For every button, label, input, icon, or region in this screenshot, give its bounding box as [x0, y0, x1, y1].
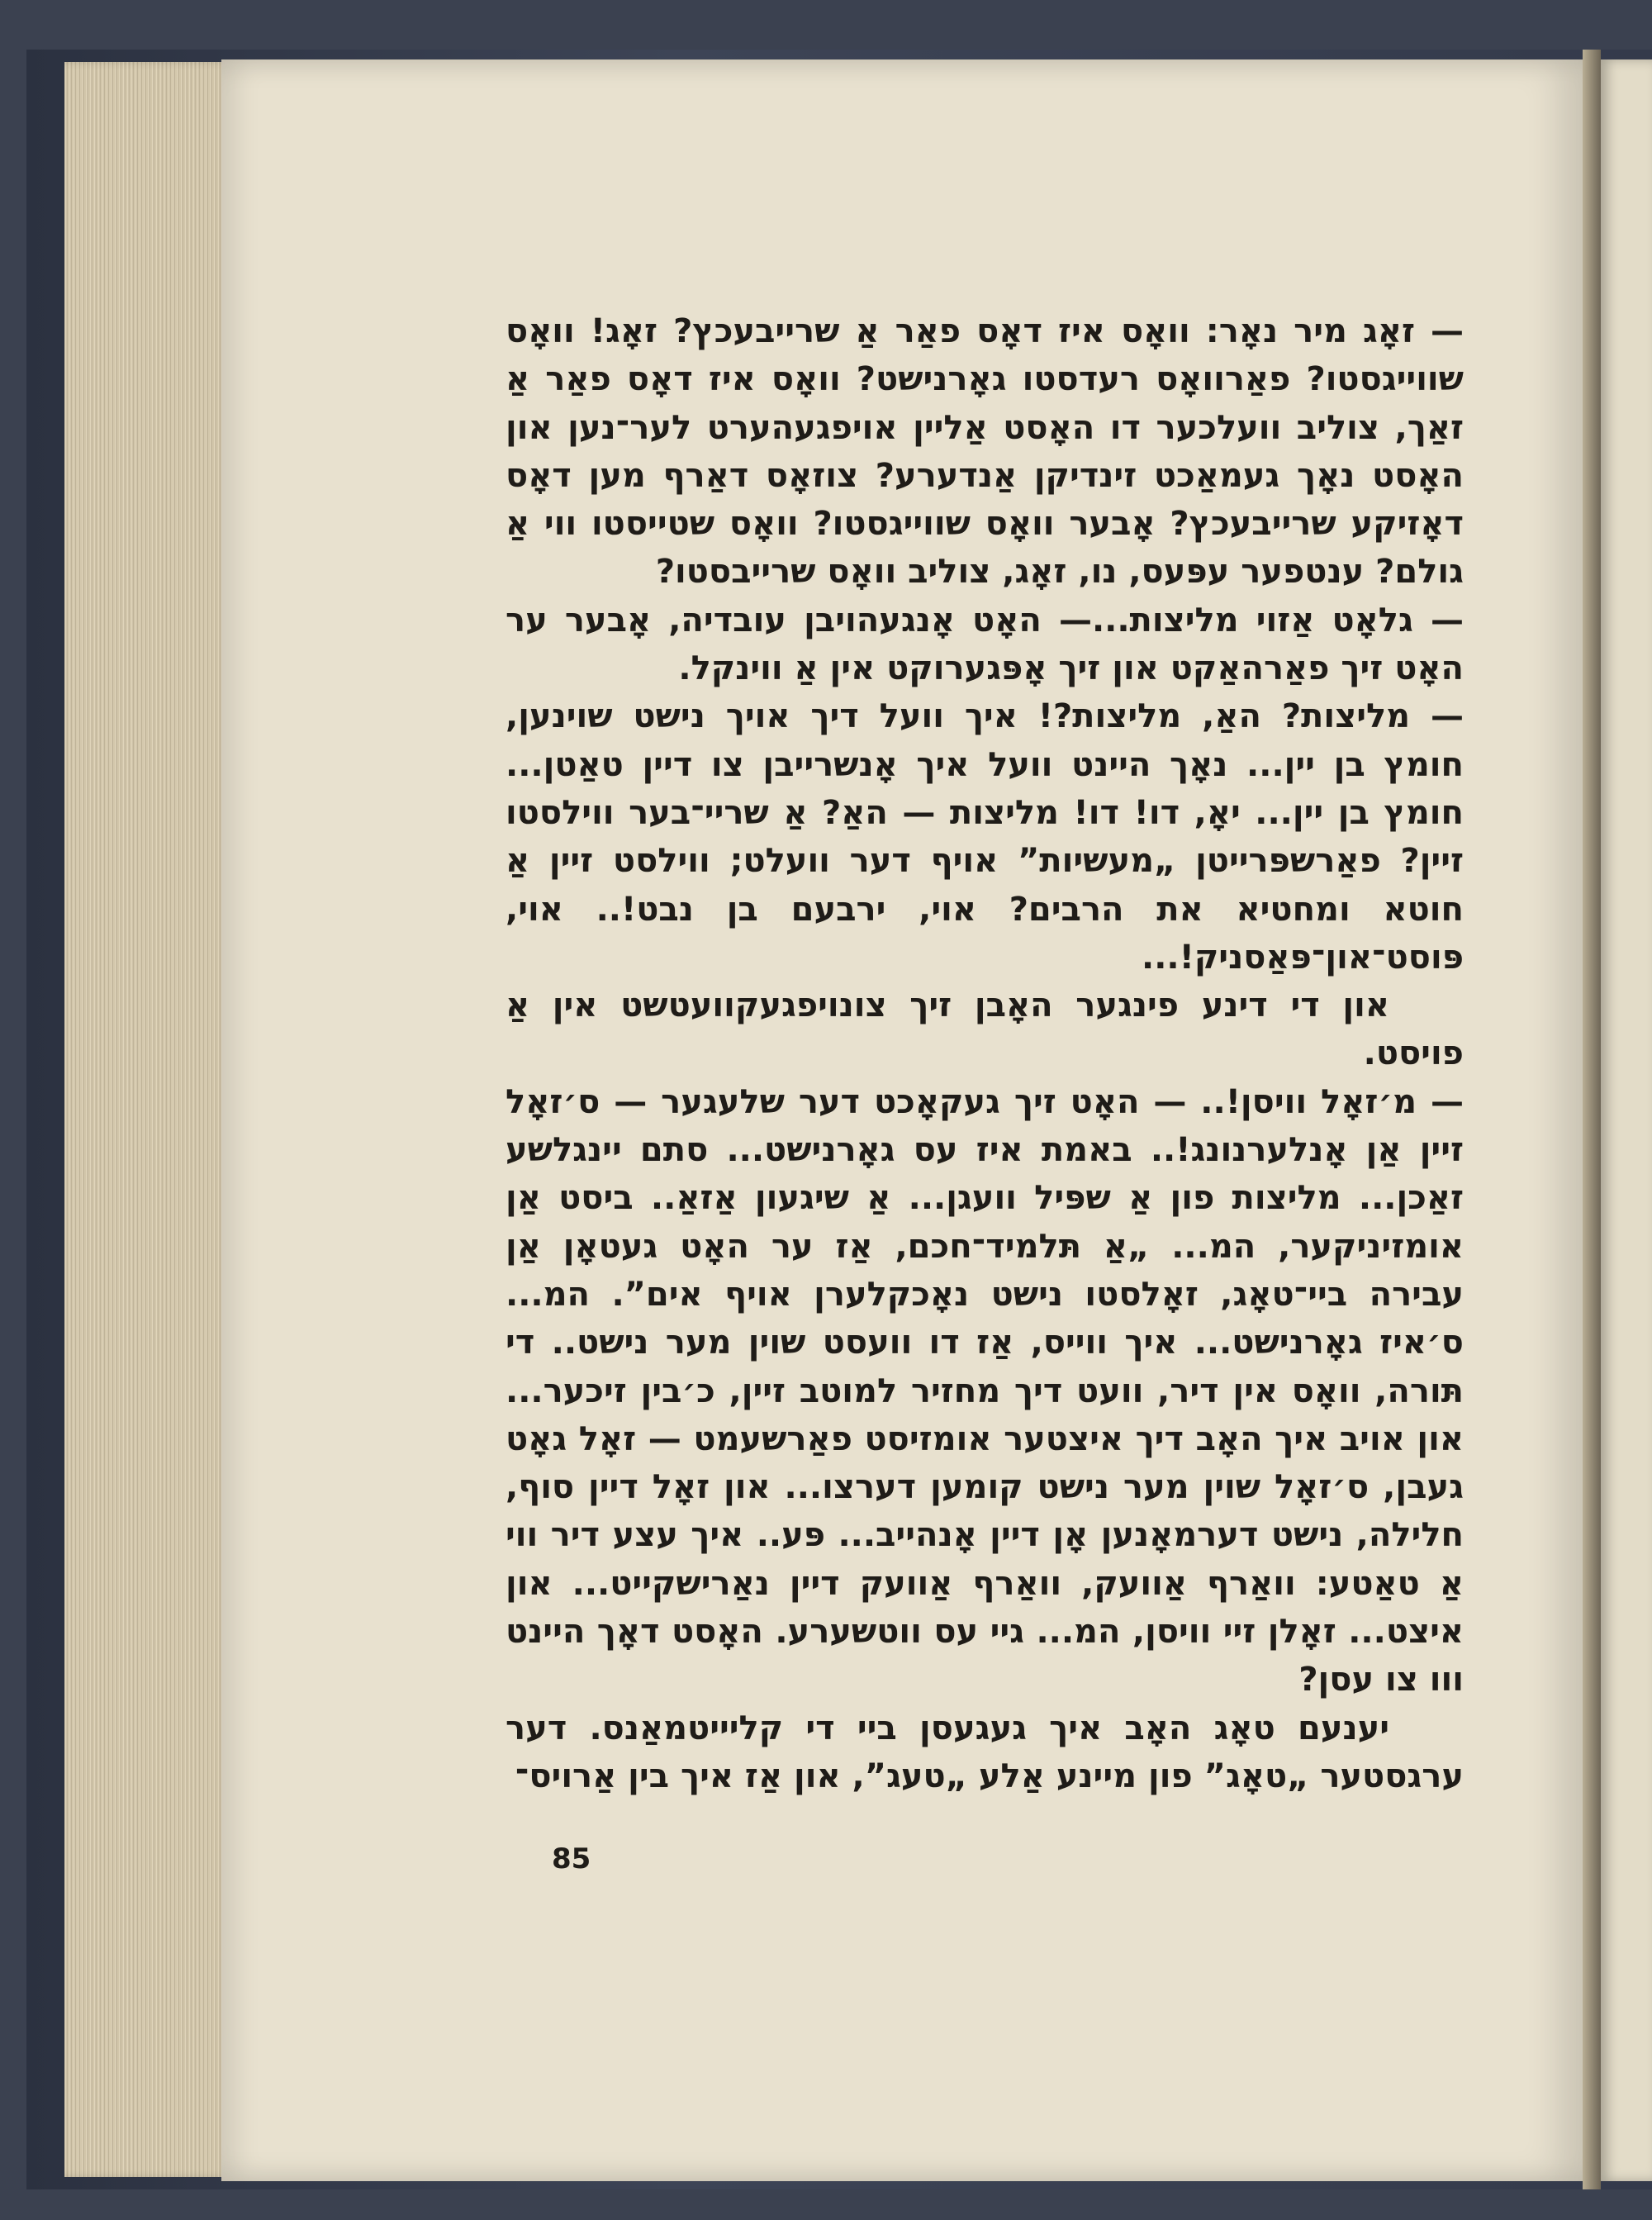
- paragraph: יענעם טאָג האָב איך געגעסן ביי די קליייטמאַנס. דער ערגסטער „טאָג” פון מיינע אַלע „טעג”, און אַז איך בין אַרויס־: [506, 1709, 1464, 1795]
- paragraph: — גלאָט אַזוי מליצות...— האָט אָנגעהויבן עובדיה, אָבער ער האָט זיך פאַרהאַקט און זיך אָפּגערוקט אין אַ ווינקל.: [506, 601, 1464, 688]
- paragraph: — מליצות? האַ, מליצות?! איך וועל דיך אויך נישט שוינען, חומץ בן יין... נאָך היינט וועל איך אָנשרייבן צו דיין טאַטן... חומץ בן יין... יאָ, דו! דו! מליצות — האַ? אַ שריי־בער ווילסטו זיין? פאַרשפּרייטן „מעשיות” אויף דער וועלט; ווילסט זיין אַ חוטא ומחטיא את הרבים? אוי, ירבעם בן נבט!.. אוי, פּוסט־און־פּאַסניק!...: [506, 697, 1464, 977]
- page-number: 85: [552, 1842, 591, 1875]
- facing-page-edge: [1601, 59, 1652, 2181]
- paragraph: — מ׳זאָל וויסן!.. — האָט זיך געקאָכט דער שלעגער — ס׳זאָל זיין אַן אָנלערנונג!.. באמת איז עס גאָרנישט... סתם יינגלשע זאַכן... מליצות פון אַ שפּיל וועגן... אַ שיגעון אַזאַ.. ביסט אַן אומזיניקער, המ... „אַ תּלמיד־חכם, אַז ער האָט געטאָן אַן עבירה ביי־טאָג, זאָלסטו נישט נאָכקלערן אויף אים”. המ... ס׳איז גאָרנישט... איך ווייס, אַז דו וועסט שוין מער נישט.. די תּורה, וואָס אין דיר, וועט דיך מחזיר למוטב זיין, כ׳בין זיכער... און אויב איך האָב דיך איצטער אומזיסט פאַרשעמט — זאָל גאָט געבן, ס׳זאָל שוין מער נישט קומען דערצו... און זאָל דיין סוף, חלילה, נישט דערמאָנען אָן דיין אָנהייב... פּע.. איך עצע דיר ווי אַ טאַטע: וואַרף אַוועק, וואַרף אַוועק דיין נאַרישקייט... און איצט... זאָלן זיי וויסן, המ... גיי עס ווטשערע. האָסט דאָך היינט ווו צו עסן?: [506, 1082, 1464, 1699]
- page-text: [506, 307, 1464, 1800]
- page-edges: [64, 62, 230, 2177]
- paragraph: — זאָג מיר נאָר: וואָס איז דאָס פאַר אַ שרייבעכץ? זאָג! וואָס שווייגסטו? פאַרוואָס רעדסטו גאָרנישט? וואָס איז דאָס פאַר אַ זאַך, צוליב וועלכער דו האָסט אַליין אויפגעהערט לער־נען און האָסט נאָך געמאַכט זינדיקן אַנדערע? צוזאָס דאַרף מען דאָס דאָזיקע שרייבעכץ? אָבער וואָס שווייגסטו? וואָס שטייסטו ווי אַ גולם? ענטפער עפּעס, נו, זאָג, צוליב וואָס שרייבסטו?: [506, 312, 1464, 592]
- paragraph: און די דינע פינגער האָבן זיך צונויפגעקוועטשט אין אַ פויסט.: [506, 986, 1464, 1073]
- book-gutter: [1583, 50, 1601, 2189]
